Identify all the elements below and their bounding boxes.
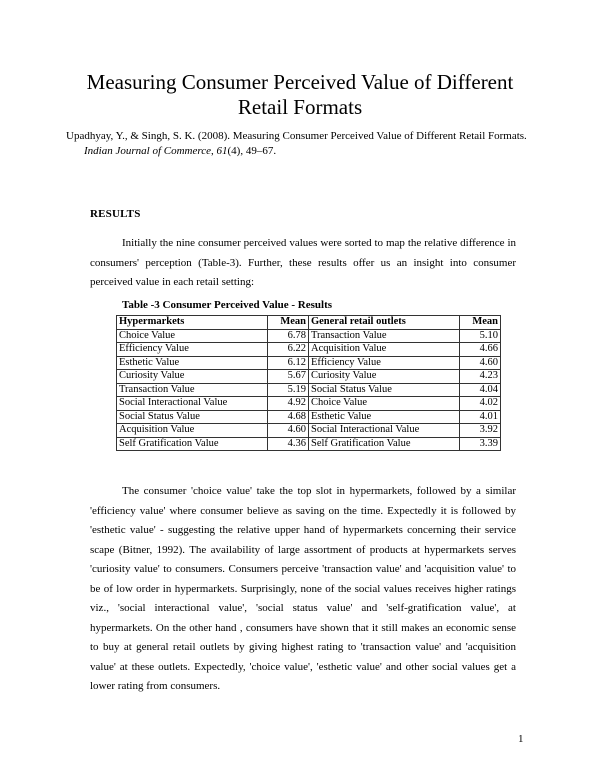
cell-hyper-label: Acquisition Value bbox=[117, 424, 268, 438]
table-row bbox=[117, 356, 501, 370]
table-row bbox=[117, 397, 501, 411]
cell-general-label: Acquisition Value bbox=[308, 343, 459, 357]
page-number: 1 bbox=[518, 733, 524, 745]
header-mean-1: Mean bbox=[268, 316, 309, 330]
cell-hyper-mean: 4.92 bbox=[268, 397, 309, 411]
citation bbox=[66, 129, 554, 159]
header-general-retail: General retail outlets bbox=[308, 316, 459, 330]
cell-hyper-mean: 6.12 bbox=[268, 356, 309, 370]
paragraph-discussion: The consumer 'choice value' take the top slot in hypermarkets, followed by a similar 'efficiency value' where consumer believe as saving on the time. Expectedly it is followed by 'esthetic value' - suggesting the relative upper hand of hypermarkets concerning their service scape (Bitner, 1992). The availability of large assortment of products at hypermarkets serves 'curiosity value' to consumers. Consumers perceive 'transaction value' and 'acquisition value' to be of low order in hypermarkets. Surprisingly, none of the social values receives higher ratings viz., 'social interactional value', 'social status value' and 'self-gratification value', at hypermarkets. On the other hand , consumers have shown that it still makes an economic sense to buy at general retail outlets by giving highest rating to 'transaction value' and 'acquisition value' at these outlets. Expectedly, 'choice value', 'esthetic value' and other social values get a lower rating from consumers. bbox=[90, 485, 516, 692]
table-row bbox=[117, 329, 501, 343]
citation-volume: 61 bbox=[216, 145, 228, 157]
cell-general-label: Transaction Value bbox=[308, 329, 459, 343]
cell-hyper-mean: 4.60 bbox=[268, 424, 309, 438]
table-row bbox=[117, 424, 501, 438]
cell-general-mean: 4.02 bbox=[460, 397, 501, 411]
citation-lead: Upadhyay, Y., & Singh, S. K. (2008). Measuring Consumer Perceived Value of Different Retail Formats. bbox=[66, 130, 527, 142]
cell-hyper-label: Esthetic Value bbox=[117, 356, 268, 370]
cell-general-mean: 3.92 bbox=[460, 424, 501, 438]
cell-general-mean: 3.39 bbox=[460, 437, 501, 451]
cell-hyper-label: Curiosity Value bbox=[117, 370, 268, 384]
cell-general-label: Efficiency Value bbox=[308, 356, 459, 370]
section-heading: RESULTS bbox=[90, 208, 141, 220]
cell-general-label: Curiosity Value bbox=[308, 370, 459, 384]
cell-hyper-mean: 5.67 bbox=[268, 370, 309, 384]
table-header-row bbox=[117, 316, 501, 330]
table-row bbox=[117, 410, 501, 424]
header-hypermarkets: Hypermarkets bbox=[117, 316, 268, 330]
table-caption: Table -3 Consumer Perceived Value - Results bbox=[122, 299, 333, 311]
cell-hyper-label: Transaction Value bbox=[117, 383, 268, 397]
cell-hyper-mean: 4.36 bbox=[268, 437, 309, 451]
cell-hyper-label: Efficiency Value bbox=[117, 343, 268, 357]
table-row bbox=[117, 383, 501, 397]
table-row bbox=[117, 370, 501, 384]
citation-sep: , bbox=[211, 145, 217, 157]
citation-journal: Indian Journal of Commerce bbox=[84, 145, 211, 157]
paper-title: Measuring Consumer Perceived Value of Different Retail Formats bbox=[86, 70, 514, 119]
cell-hyper-label: Social Status Value bbox=[117, 410, 268, 424]
table-row bbox=[117, 437, 501, 451]
citation-tail: (4), 49–67. bbox=[227, 145, 277, 157]
cell-general-label: Esthetic Value bbox=[308, 410, 459, 424]
table-row bbox=[117, 343, 501, 357]
cell-general-mean: 5.10 bbox=[460, 329, 501, 343]
cell-hyper-label: Social Interactional Value bbox=[117, 397, 268, 411]
cell-hyper-mean: 5.19 bbox=[268, 383, 309, 397]
cell-general-mean: 4.60 bbox=[460, 356, 501, 370]
cell-hyper-mean: 4.68 bbox=[268, 410, 309, 424]
cell-general-mean: 4.23 bbox=[460, 370, 501, 384]
cell-general-label: Social Interactional Value bbox=[308, 424, 459, 438]
cell-hyper-mean: 6.78 bbox=[268, 329, 309, 343]
paragraph-intro: Initially the nine consumer perceived values were sorted to map the relative difference in consumers' perception (Table-3). Further, these results offer us an insight into consumer perceived value in each retail setting: bbox=[90, 237, 516, 288]
cell-hyper-label: Choice Value bbox=[117, 329, 268, 343]
cell-general-mean: 4.01 bbox=[460, 410, 501, 424]
cell-general-label: Self Gratification Value bbox=[308, 437, 459, 451]
cell-hyper-mean: 6.22 bbox=[268, 343, 309, 357]
cell-general-mean: 4.66 bbox=[460, 343, 501, 357]
cell-general-label: Social Status Value bbox=[308, 383, 459, 397]
results-table bbox=[116, 315, 501, 451]
cell-general-label: Choice Value bbox=[308, 397, 459, 411]
header-mean-2: Mean bbox=[460, 316, 501, 330]
cell-hyper-label: Self Gratification Value bbox=[117, 437, 268, 451]
cell-general-mean: 4.04 bbox=[460, 383, 501, 397]
